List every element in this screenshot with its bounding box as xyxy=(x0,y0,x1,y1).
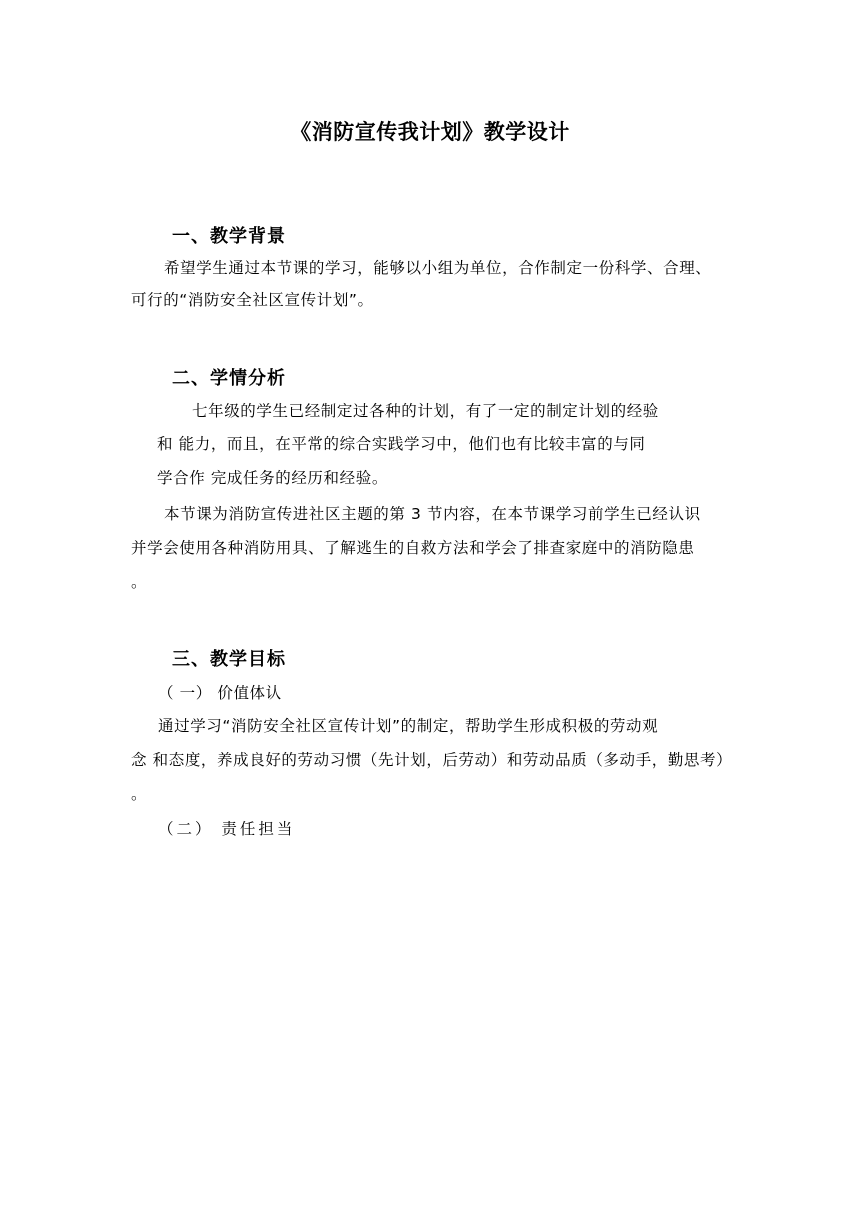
section-heading-analysis: 二、学情分析 xyxy=(172,368,286,389)
section-heading-objectives: 三、教学目标 xyxy=(172,649,286,670)
paragraph-line: 可行的“消防安全社区宣传计划”。 xyxy=(131,291,374,309)
paragraph-line: 念 和态度，养成良好的劳动习惯（先计划，后劳动）和劳动品质（多动手，勤思考） xyxy=(131,751,733,769)
paragraph-line: 并学会使用各种消防用具、了解逃生的自救方法和学会了排查家庭中的消防隐患 xyxy=(131,539,695,557)
paragraph-line: 希望学生通过本节课的学习，能够以小组为单位，合作制定一份科学、合理、 xyxy=(164,259,712,277)
paragraph-line: 学合作 完成任务的经历和经验。 xyxy=(157,469,388,487)
document-title: 《消防宣传我计划》教学设计 xyxy=(290,120,570,144)
paragraph-line: 七年级的学生已经制定过各种的计划，有了一定的制定计划的经验 xyxy=(192,402,659,420)
subheading-value: （ 一） 价值体认 xyxy=(158,684,282,702)
paragraph-line: 本节课为消防宣传进社区主题的第 3 节内容，在本节课学习前学生已经认识 xyxy=(164,505,701,523)
section-heading-background: 一、教学背景 xyxy=(172,226,286,247)
paragraph-line: 。 xyxy=(131,785,148,803)
paragraph-line: 和 能力，而且，在平常的综合实践学习中，他们也有比较丰富的与同 xyxy=(157,435,646,453)
subheading-responsibility: （二） 责任担当 xyxy=(158,820,296,838)
paragraph-line: 通过学习“消防安全社区宣传计划”的制定，帮助学生形成积极的劳动观 xyxy=(158,717,659,735)
paragraph-line: 。 xyxy=(131,573,148,591)
